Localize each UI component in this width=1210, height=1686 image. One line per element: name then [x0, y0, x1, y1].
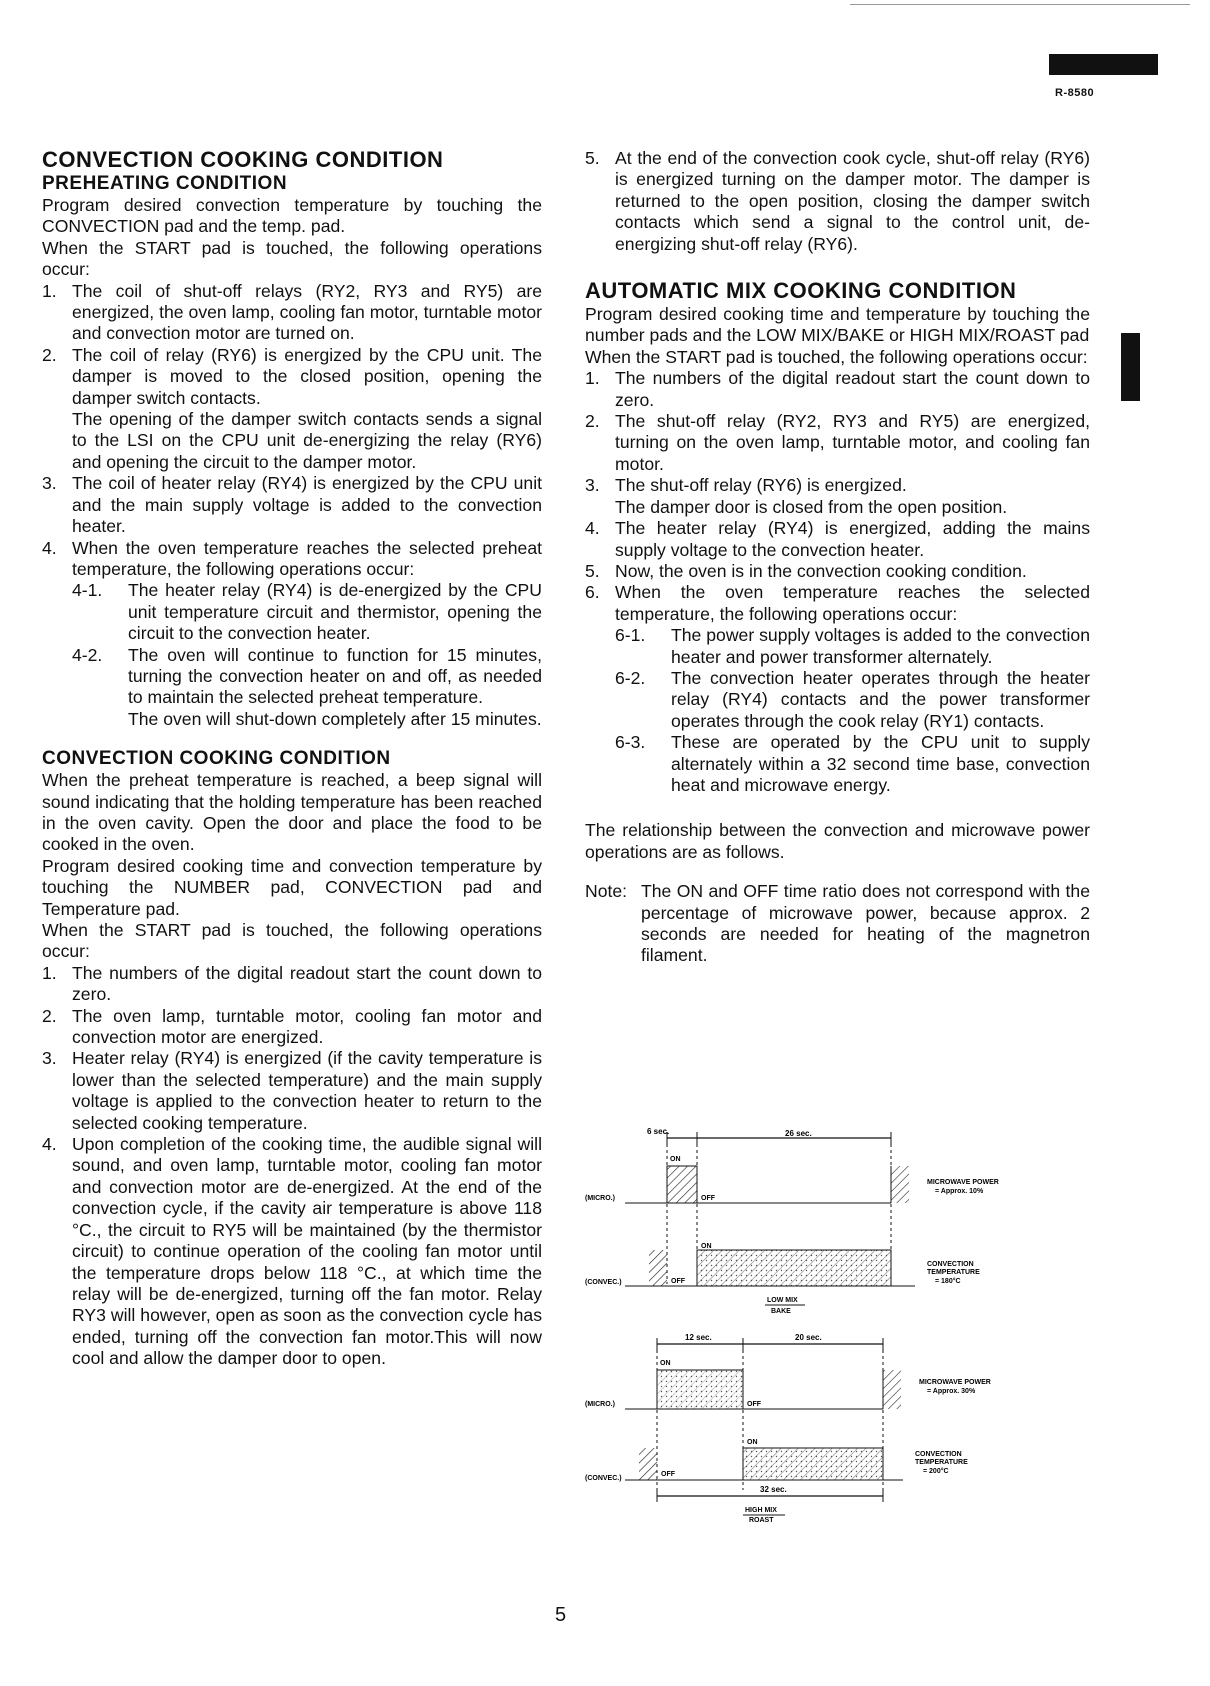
list-text: The oven lamp, turntable motor, cooling fan motor and convection motor are energized.	[72, 1005, 542, 1048]
mode-sublabel: BAKE	[771, 1308, 791, 1315]
list-text-part: When the oven temperature reaches the selected temperature, the following operations occur:	[615, 582, 1090, 624]
microwave-power-value: = Approx. 10%	[935, 1188, 984, 1195]
on-label: ON	[747, 1439, 758, 1446]
list-text: The coil of shut-off relays (RY2, RY3 and RY5) are energized, the oven lamp, cooling fan motor, turntable motor and convection motor are turned on.	[72, 280, 542, 344]
convection-label: CONVECTION	[927, 1261, 974, 1268]
sub-list-item	[615, 625, 1090, 668]
list-text	[72, 538, 542, 731]
list-number: 4.	[585, 518, 600, 539]
list-number: 5.	[585, 560, 600, 581]
paragraph: Program desired cooking time and convection temperature by touching the NUMBER pad, CONVECTION pad and Temperature pad.	[42, 855, 542, 919]
note-text: The ON and OFF time ratio does not correspond with the percentage of microwave power, because approx. 2 seconds are needed for heating of the magnetron filament.	[641, 881, 1090, 966]
microwave-power-value: = Approx. 30%	[927, 1388, 976, 1395]
micro-on-pulse-next	[883, 1370, 901, 1409]
list-text-part: The opening of the damper switch contacts sends a signal to the LSI on the CPU unit de-energizing the relay (RY6) and opening the circuit to the damper motor.	[72, 409, 542, 472]
mode-sublabel: ROAST	[749, 1517, 774, 1524]
sub-list-item	[615, 732, 1090, 796]
list-number: 2.	[42, 344, 57, 365]
mode-label: LOW MIX	[767, 1297, 798, 1304]
note	[585, 881, 1090, 967]
sub-list-text	[128, 645, 542, 731]
off-label: OFF	[671, 1278, 685, 1285]
sub-list-item	[72, 645, 542, 731]
list-text	[615, 582, 1090, 796]
top-rule	[850, 4, 1190, 5]
list-text: The numbers of the digital readout start the count down to zero.	[615, 368, 1090, 410]
list-item	[585, 148, 1090, 255]
paragraph: When the START pad is touched, the following operations occur:	[585, 346, 1088, 367]
list-number: 4.	[42, 537, 57, 558]
cooking-list	[42, 963, 542, 1370]
paragraph: Program desired convection temperature by touching the CONVECTION pad and the temp. pad.	[42, 195, 542, 237]
timing-diagram-svg	[585, 1330, 1025, 1524]
list-item	[42, 281, 542, 345]
heading-convection-cooking: CONVECTION COOKING CONDITION	[42, 147, 444, 172]
list-number: 1.	[42, 280, 57, 301]
list-number: 3.	[585, 475, 600, 496]
sub-list-text-part: The oven will continue to function for 15 minutes, turning the convection heater on and off, as needed to maintain the selected preheat temperature.	[128, 644, 542, 708]
list-text-part: The shut-off relay (RY6) is energized.	[615, 475, 907, 496]
time-label-on: 12 sec.	[685, 1333, 712, 1342]
list-text: The shut-off relay (RY2, RY3 and RY5) are energized, turning on the oven lamp, turntable motor, and cooling fan motor.	[615, 411, 1090, 474]
auto-list	[585, 368, 1090, 796]
micro-on-pulse-next	[891, 1166, 909, 1203]
sub-list-item	[615, 668, 1090, 732]
timing-diagram-high-mix	[585, 1330, 1025, 1524]
list-text-part: The coil of relay (RY6) is energized by the CPU unit. The damper is moved to the closed position, opening the damper switch contacts.	[72, 344, 542, 408]
on-label: ON	[660, 1360, 671, 1367]
list-number: 3.	[42, 1048, 57, 1069]
sub-list-number: 6-2.	[615, 667, 646, 688]
mode-label: HIGH MIX	[745, 1507, 777, 1514]
list-item	[42, 538, 542, 731]
convec-label: (CONVEC.)	[585, 1475, 622, 1482]
timing-diagram-svg	[585, 1124, 1025, 1314]
paragraph: When the START pad is touched, the following operations occur:	[42, 237, 542, 280]
list-number: 6.	[585, 582, 600, 603]
paragraph-relationship: The relationship between the convection and microwave power operations are as follows.	[585, 820, 1090, 862]
paragraph: When the START pad is touched, the following operations occur:	[42, 920, 542, 962]
preheat-list	[42, 281, 542, 731]
on-label: ON	[670, 1156, 681, 1163]
sub-list-text: The heater relay (RY4) is de-energized by the CPU unit temperature circuit and thermistor, opening the circuit to the convection heater.	[128, 580, 542, 644]
model-number: R-8580	[1055, 87, 1095, 99]
list-text: The coil of heater relay (RY4) is energized by the CPU unit and the main supply voltage is added to the convection heater.	[72, 473, 542, 537]
list-number: 1.	[42, 962, 57, 983]
timing-diagram-low-mix	[585, 1124, 1025, 1314]
period-label: 32 sec.	[760, 1485, 787, 1494]
list-item	[42, 1048, 542, 1134]
list-text	[615, 475, 1090, 518]
list-text: Heater relay (RY4) is energized (if the cavity temperature is lower than the selected temperature) and the main supply voltage is applied to the convection heater to return to the selected cooking temperature.	[72, 1048, 542, 1133]
sub-list-text: These are operated by the CPU unit to supply alternately within a 32 second time base, convection heat and microwave energy.	[671, 732, 1090, 795]
list-item	[585, 475, 1090, 518]
list-number: 4.	[42, 1134, 57, 1155]
convec-on-pulse-prev	[649, 1250, 667, 1286]
note-label: Note:	[585, 881, 628, 902]
convec-on-pulse-prev	[639, 1448, 657, 1480]
list-text-part: When the oven temperature reaches the selected preheat temperature, the following operations occur:	[72, 537, 542, 579]
sub-list-text: The power supply voltages is added to the convection heater and power transformer alternately.	[671, 625, 1090, 667]
paragraph: Program desired cooking time and temperature by touching the number pads and the LOW MIX/BAKE or HIGH MIX/ROAST pad	[585, 304, 1090, 346]
list-item	[42, 345, 542, 473]
sub-list-item	[72, 580, 542, 644]
list-text: Upon completion of the cooking time, the audible signal will sound, and oven lamp, turntable motor, cooling fan motor and convection motor are de-energized. At the end of the convection cycle, if the cavity air temperature is above 118 °C., the circuit to RY5 will be maintained (by the thermistor circuit) to continue operation of the cooling fan motor until the temperature drops below 118 °C., at which time the relay will be de-energized, turning off the fan motor. Relay RY3 will however, open as soon as the convection cycle has ended, turning off the convection fan motor.This will now cool and allow the damper door to open.	[72, 1134, 542, 1369]
heading-convection-cooking-2: CONVECTION COOKING CONDITION	[42, 748, 391, 770]
heading-preheating: PREHEATING CONDITION	[42, 173, 288, 194]
list-item	[585, 368, 1090, 411]
time-label-off: 26 sec.	[785, 1129, 812, 1138]
temperature-value: = 200°C	[923, 1468, 949, 1475]
list-item	[42, 963, 542, 1006]
section-tab-marker	[1121, 333, 1140, 401]
list-number: 2.	[585, 411, 600, 432]
microwave-power-label: MICROWAVE POWER	[919, 1379, 991, 1386]
sub-list-number: 4-1.	[72, 580, 103, 601]
paragraph: When the preheat temperature is reached, a beep signal will sound indicating that the holding temperature has been reached in the oven cavity. Open the door and place the food to be cooked in the oven.	[42, 770, 542, 855]
convec-on-pulse-hatch	[697, 1250, 891, 1286]
on-label: ON	[701, 1243, 712, 1250]
list-item	[585, 411, 1090, 475]
temperature-label: TEMPERATURE	[927, 1269, 980, 1276]
list-number: 2.	[42, 1005, 57, 1026]
microwave-power-label: MICROWAVE POWER	[927, 1179, 999, 1186]
temperature-label: TEMPERATURE	[915, 1459, 968, 1466]
list-text	[72, 345, 542, 473]
convec-on-pulse-hatch	[743, 1448, 883, 1480]
off-label: OFF	[661, 1471, 675, 1478]
list-text-part: The damper door is closed from the open position.	[615, 496, 1008, 517]
convection-label: CONVECTION	[915, 1451, 962, 1458]
right-column	[585, 148, 1090, 967]
micro-label: (MICRO.)	[585, 1401, 615, 1408]
micro-label: (MICRO.)	[585, 1195, 615, 1202]
micro-on-pulse	[667, 1166, 697, 1203]
list-item	[42, 1134, 542, 1369]
header-black-bar	[1049, 54, 1158, 75]
list-item	[585, 582, 1090, 796]
list-item	[42, 473, 542, 537]
list-number: 1.	[585, 368, 600, 389]
list-text: Now, the oven is in the convection cooking condition.	[615, 560, 1027, 581]
off-label: OFF	[701, 1195, 715, 1202]
temperature-value: = 180°C	[935, 1278, 961, 1285]
list-text: The heater relay (RY4) is energized, adding the mains supply voltage to the convection heater.	[615, 518, 1090, 560]
list-text: The numbers of the digital readout start the count down to zero.	[72, 962, 542, 1005]
time-label-off: 20 sec.	[795, 1333, 822, 1342]
time-label-on: 6 sec.	[647, 1127, 670, 1136]
list-item	[585, 518, 1090, 561]
sub-list-number: 6-1.	[615, 625, 646, 646]
micro-on-pulse-hatch	[657, 1370, 743, 1409]
page-number: 5	[555, 1604, 567, 1626]
list-text: At the end of the convection cook cycle, shut-off relay (RY6) is energized turning on the damper motor. The damper is returned to the open position, closing the damper switch contacts which send a signal to the control unit, de-energizing shut-off relay (RY6).	[615, 148, 1090, 254]
sub-list-number: 4-2.	[72, 644, 103, 665]
sub-list-text: The convection heater operates through the heater relay (RY4) contacts and the power transformer operates through the cook relay (RY1) contacts.	[671, 667, 1090, 731]
list-item	[42, 1006, 542, 1049]
off-label: OFF	[747, 1401, 761, 1408]
heading-automatic-mix: AUTOMATIC MIX COOKING CONDITION	[585, 278, 1017, 304]
convec-label: (CONVEC.)	[585, 1279, 622, 1286]
list-number: 5.	[585, 148, 600, 168]
left-column	[42, 148, 542, 1370]
sub-list-text-part: The oven will shut-down completely after 15 minutes.	[128, 708, 542, 729]
list-item	[585, 561, 1090, 582]
sub-list-number: 6-3.	[615, 732, 646, 753]
list-number: 3.	[42, 473, 57, 494]
